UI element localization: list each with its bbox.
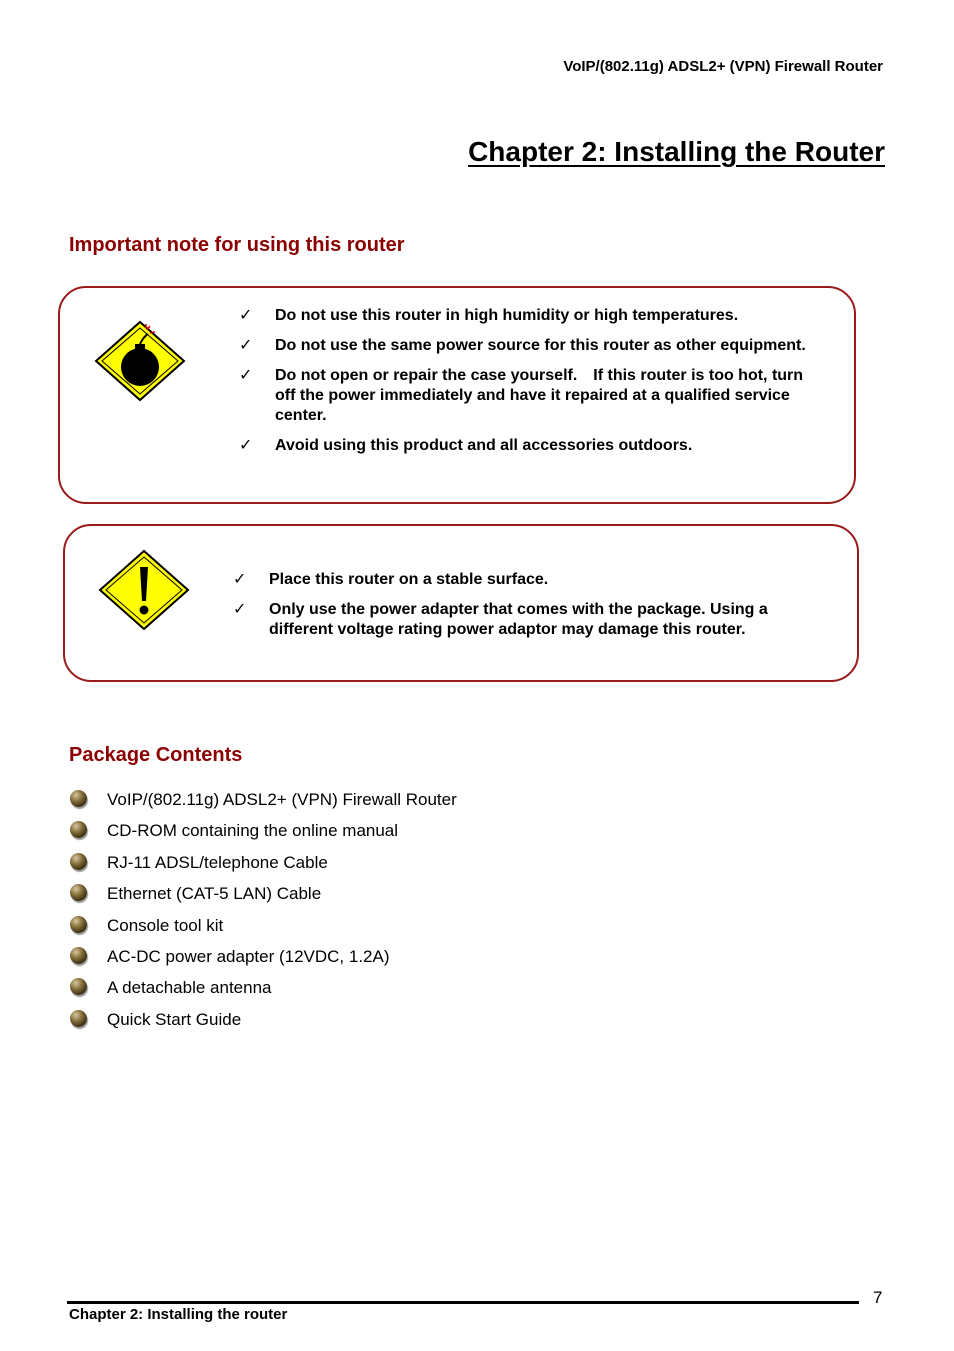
bomb-warning-icon (92, 320, 188, 402)
check-mark-icon: ✓ (233, 571, 247, 588)
list-item: ✓ Do not open or repair the case yourself. If this router is too hot, turn off the power immediately and have it repaired at a qualified service center. (239, 367, 804, 424)
bullet-icon (70, 978, 87, 995)
list-item: CD-ROM containing the online manual (70, 819, 457, 850)
check-mark-icon: ✓ (233, 601, 247, 618)
caution-note-box (63, 524, 859, 682)
check-mark-icon: ✓ (239, 337, 253, 354)
list-item: RJ-11 ADSL/telephone Cable (70, 851, 457, 882)
running-header: VoIP/(802.11g) ADSL2+ (VPN) Firewall Router (563, 58, 883, 75)
list-item: ✓ Avoid using this product and all accessories outdoors. (239, 437, 693, 454)
bullet-icon (70, 884, 87, 901)
chapter-title: Chapter 2: Installing the Router (468, 136, 885, 167)
list-item: VoIP/(802.11g) ADSL2+ (VPN) Firewall Router (70, 788, 457, 819)
bullet-icon (70, 1010, 87, 1027)
footer-chapter-label: Chapter 2: Installing the router (69, 1306, 288, 1323)
list-item: ✓ Place this router on a stable surface. (233, 571, 549, 588)
list-item: ✓ Do not use the same power source for this router as other equipment. (239, 337, 806, 354)
caution-note-list (229, 570, 809, 650)
list-item: ✓ Only use the power adapter that comes with the package. Using a different voltage rating power adaptor may damage this router. (233, 601, 768, 638)
list-item: Ethernet (CAT-5 LAN) Cable (70, 882, 457, 913)
check-mark-icon: ✓ (239, 437, 253, 454)
important-note-list (235, 306, 833, 466)
page-number: 7 (873, 1288, 883, 1307)
list-item: AC-DC power adapter (12VDC, 1.2A) (70, 945, 457, 976)
package-contents-heading: Package Contents (69, 744, 243, 766)
check-mark-icon: ✓ (239, 367, 253, 384)
list-item: ✓ Do not use this router in high humidity or high temperatures. (239, 307, 739, 324)
bullet-icon (70, 790, 87, 807)
bullet-icon (70, 916, 87, 933)
list-item: A detachable antenna (70, 976, 457, 1007)
list-item: Console tool kit (70, 914, 457, 945)
check-mark-icon: ✓ (239, 307, 253, 324)
important-note-box (58, 286, 856, 504)
package-contents-list (70, 788, 457, 1039)
footer-divider (67, 1301, 859, 1304)
bullet-icon (70, 821, 87, 838)
list-item: Quick Start Guide (70, 1008, 457, 1039)
bullet-icon (70, 853, 87, 870)
exclamation-warning-icon (96, 549, 192, 631)
bullet-icon (70, 947, 87, 964)
important-note-heading: Important note for using this router (69, 234, 405, 256)
